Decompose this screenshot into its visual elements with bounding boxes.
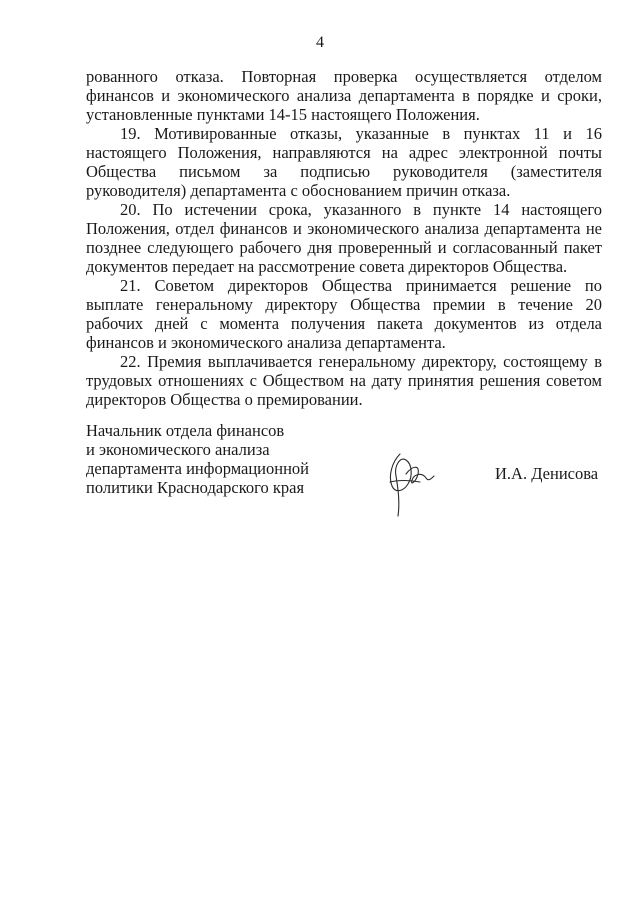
paragraph-20: 20. По истечении срока, указанного в пункте 14 настоящего Положения, отдел финансов и экономического анализа департамента не позднее следующего рабочего дня проверенный и согласованный пакет документов передает на рассмотрение совета директоров Общества. xyxy=(86,200,602,276)
paragraph-19: 19. Мотивированные отказы, указанные в пунктах 11 и 16 настоящего Положения, направляются на адрес электронной почты Общества письмом за подписью руководителя (заместителя руководителя) департамента с обоснованием причин отказа. xyxy=(86,124,602,200)
signatory-name: И.А. Денисова xyxy=(495,464,599,483)
document-body xyxy=(86,67,602,409)
signatory-title-line: Начальник отдела финансов xyxy=(86,421,285,440)
handwritten-signature xyxy=(378,446,438,518)
paragraph-22: 22. Премия выплачивается генеральному директору, состоящему в трудовых отношениях с Обществом на дату принятия решения советом директоров Общества о премировании. xyxy=(86,352,602,409)
signatory-title-line: политики Краснодарского края xyxy=(86,478,305,497)
page-number: 4 xyxy=(316,34,324,51)
signatory-title-line: и экономического анализа xyxy=(86,440,270,459)
signatory-title xyxy=(86,421,309,497)
signatory-title-line: департамента информационной xyxy=(86,459,309,478)
paragraph-continuation: рованного отказа. Повторная проверка осуществляется отделом финансов и экономического анализа департамента в порядке и сроки, установленные пунктами 14-15 настоящего Положения. xyxy=(86,67,602,124)
paragraph-21: 21. Советом директоров Общества принимается решение по выплате генеральному директору Общества премии в течение 20 рабочих дней с момента получения пакета документов из отдела финансов и экономического анализа департамента. xyxy=(86,276,602,352)
